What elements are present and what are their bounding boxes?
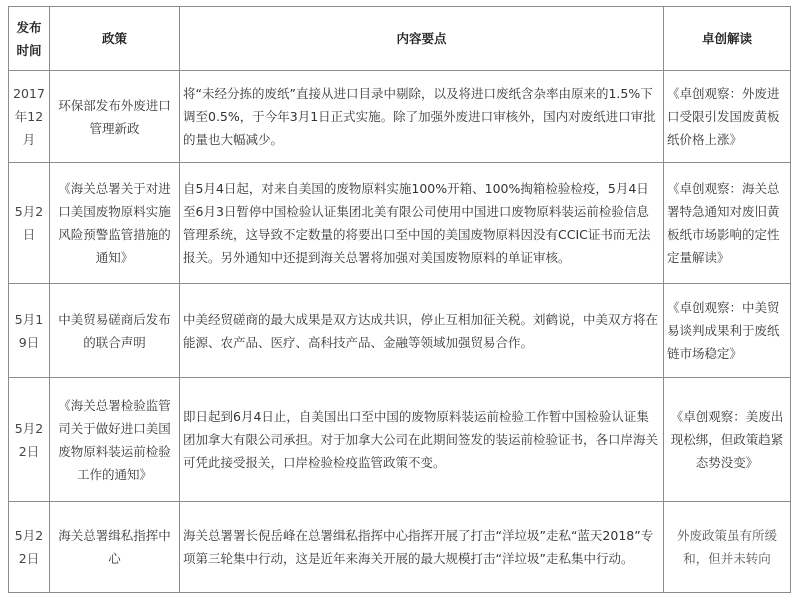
cell-content: 将“未经分拣的废纸”直接从进口目录中剔除，以及将进口废纸含杂率由原来的1.5%下调至0.5%，于今年3月1日正式实施。除了加强外废进口审核外，国内对废纸进口审批的量也大幅减少。 — [180, 71, 664, 163]
cell-content: 即日起到6月4日止，自美国出口至中国的废物原料装运前检验工作暂中国检验认证集团加拿大有限公司承担。对于加拿大公司在此期间签发的装运前检验证书，各口岸海关可凭此接受报关，口岸检验检疫监管政策不变。 — [180, 378, 664, 502]
cell-analysis: 《卓创观察：美废出现松绑，但政策趋紧态势没变》 — [664, 378, 791, 502]
header-content: 内容要点 — [180, 7, 664, 71]
cell-date: 5月2日 — [9, 163, 50, 284]
cell-date: 5月19日 — [9, 284, 50, 378]
table-row — [9, 163, 791, 284]
table-row — [9, 502, 791, 593]
table-header-row — [9, 7, 791, 71]
cell-policy: 环保部发布外废进口管理新政 — [50, 71, 180, 163]
table-row — [9, 71, 791, 163]
cell-content: 海关总署署长倪岳峰在总署缉私指挥中心指挥开展了打击“洋垃圾”走私“蓝天2018”专项第三轮集中行动，这是近年来海关开展的最大规模打击“洋垃圾”走私集中行动。 — [180, 502, 664, 593]
cell-analysis: 《卓创观察：外废进口受限引发国废黄板纸价格上涨》 — [664, 71, 791, 163]
cell-analysis: 《卓创观察：中美贸易谈判成果利于废纸链市场稳定》 — [664, 284, 791, 378]
cell-policy: 海关总署缉私指挥中心 — [50, 502, 180, 593]
cell-policy: 中美贸易磋商后发布的联合声明 — [50, 284, 180, 378]
cell-policy: 《海关总署关于对进口美国废物原料实施风险预警监管措施的通知》 — [50, 163, 180, 284]
cell-date: 5月22日 — [9, 502, 50, 593]
cell-policy: 《海关总署检验监管司关于做好进口美国废物原料装运前检验工作的通知》 — [50, 378, 180, 502]
header-date: 发布时间 — [9, 7, 50, 71]
cell-date: 2017年12月 — [9, 71, 50, 163]
cell-analysis: 外废政策虽有所缓和，但并未转向 — [664, 502, 791, 593]
cell-content: 中美经贸磋商的最大成果是双方达成共识，停止互相加征关税。刘鹤说，中美双方将在能源、农产品、医疗、高科技产品、金融等领域加强贸易合作。 — [180, 284, 664, 378]
table-row — [9, 378, 791, 502]
table-row — [9, 284, 791, 378]
header-analysis: 卓创解读 — [664, 7, 791, 71]
header-policy: 政策 — [50, 7, 180, 71]
cell-content: 自5月4日起，对来自美国的废物原料实施100%开箱、100%掏箱检验检疫，5月4日至6月3日暂停中国检验认证集团北美有限公司使用中国进口废物原料装运前检验信息管理系统，这导致不定数量的将要出口至中国的美国废物原料因没有CCIC证书而无法报关。另外通知中还提到海关总署将加强对美国废物原料的单证审核。 — [180, 163, 664, 284]
policy-table — [8, 6, 791, 593]
cell-analysis: 《卓创观察：海关总署特急通知对废旧黄板纸市场影响的定性定量解读》 — [664, 163, 791, 284]
cell-date: 5月22日 — [9, 378, 50, 502]
